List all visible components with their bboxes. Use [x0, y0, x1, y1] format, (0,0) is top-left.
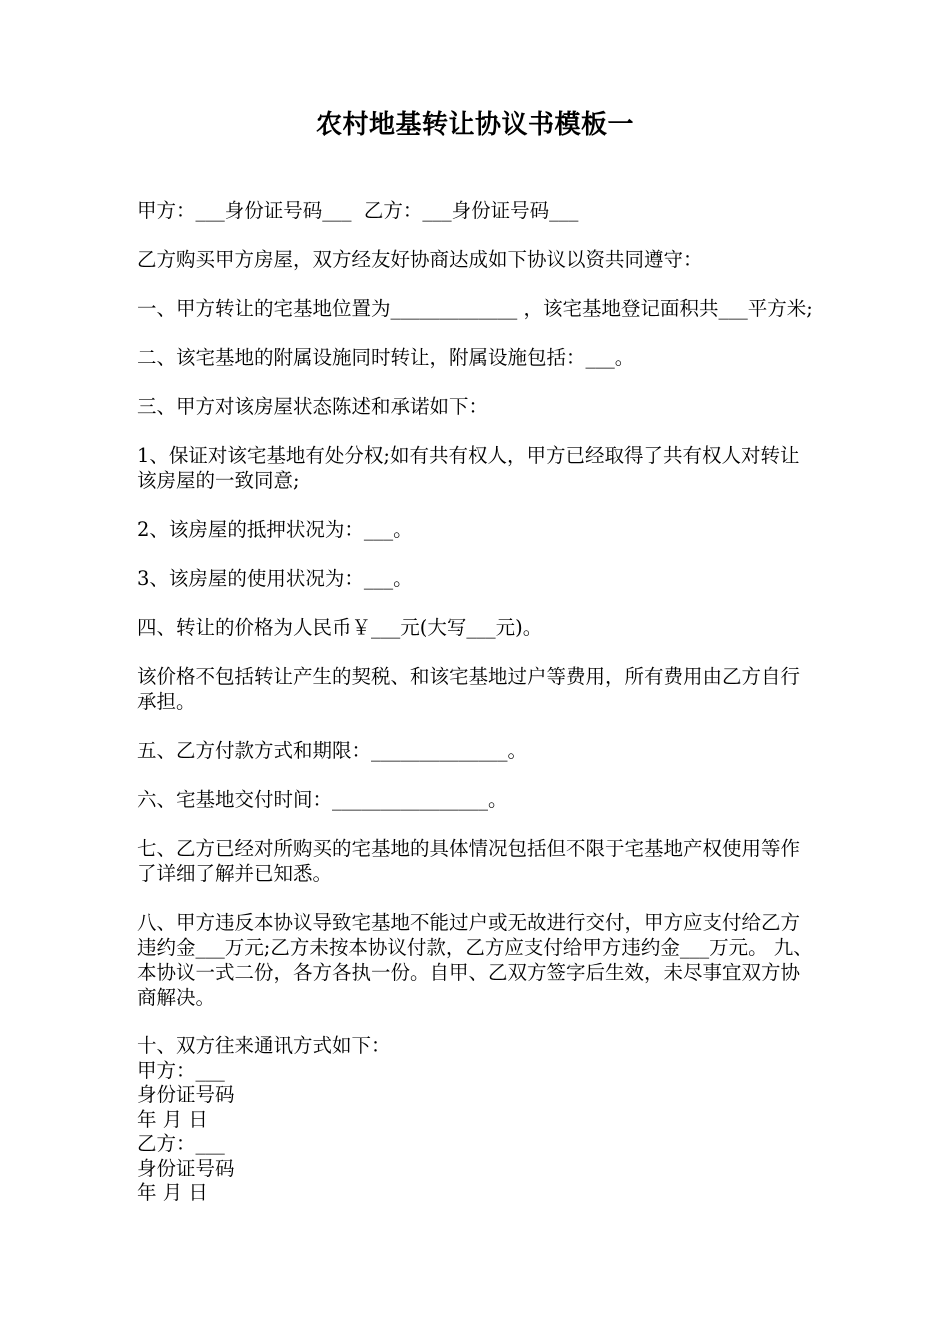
clause-3-item-3: 3、该房屋的使用状况为：___。: [137, 567, 413, 590]
clause-1-location: 一、甲方转让的宅基地位置为_____________ ，该宅基地登记面积共___平方米;: [137, 297, 813, 320]
party-b-name: 乙方：___: [137, 1132, 225, 1155]
clause-2-facilities: 二、该宅基地的附属设施同时转让，附属设施包括：___。: [137, 346, 635, 369]
clause-3-heading: 三、甲方对该房屋状态陈述和承诺如下：: [137, 395, 489, 418]
clause-3-item-2: 2、该房屋的抵押状况为：___。: [137, 518, 413, 541]
intro-paragraph: 乙方购买甲方房屋，双方经友好协商达成如下协议以资共同遵守：: [137, 248, 703, 271]
party-b-date: 年 月 日: [137, 1181, 208, 1204]
signature-block: [137, 1034, 817, 1206]
price-note: 该价格不包括转让产生的契税、和该宅基地过户等费用，所有费用由乙方自行承担。: [137, 665, 801, 713]
clause-4-price: 四、转让的价格为人民币￥___元(大写___元)。: [137, 616, 543, 639]
party-a-date: 年 月 日: [137, 1107, 208, 1131]
clause-7-acknowledgement: 七、乙方已经对所购买的宅基地的具体情况包括但不限于宅基地产权使用等作了详细了解并已知悉。: [137, 837, 801, 885]
clause-8-9-breach-and-copies: 八、甲方违反本协议导致宅基地不能过户或无故进行交付，甲方应支付给乙方违约金___万元;乙方未按本协议付款，乙方应支付给甲方违约金___万元。 九、本协议一式二份，各方各执一份。自甲、乙双方签字后生效，未尽事宜双方协商解决。: [137, 911, 813, 1009]
clause-5-payment: 五、乙方付款方式和期限：______________。: [137, 739, 528, 762]
document-body: [137, 198, 817, 1206]
document-title: 农村地基转让协议书模板一: [315, 110, 634, 140]
clause-6-delivery: 六、宅基地交付时间：________________。: [137, 788, 508, 811]
clause-3-item-1: 1、保证对该宅基地有处分权;如有共有权人，甲方已经取得了共有权人对转让该房屋的一致同意;: [137, 444, 800, 492]
party-a-id: 身份证号码: [137, 1083, 235, 1106]
party-b-id: 身份证号码: [137, 1156, 235, 1180]
party-a-name: 甲方：___: [137, 1058, 225, 1082]
parties-line: 甲方：___身份证号码___ 乙方：___身份证号码___: [137, 199, 579, 222]
clause-10-heading: 十、双方往来通讯方式如下：: [137, 1034, 391, 1057]
